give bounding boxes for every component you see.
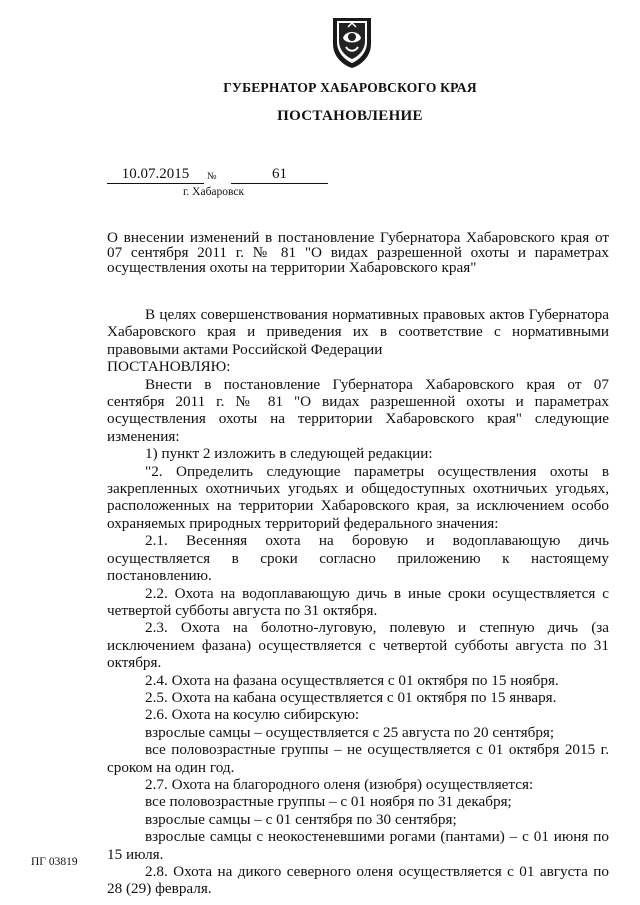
number-sign: № xyxy=(207,171,217,182)
coat-of-arms-icon xyxy=(329,14,375,70)
body-paragraph: взрослые самцы – с 01 сентября по 30 сентября; xyxy=(145,810,457,828)
document-subject: О внесении изменений в постановление Губернатора Хабаровского края от 07 сентября 2011 г. № 81 "О видах разрешенной охоты и параметрах осуществления охоты на территории Хабаровского края" xyxy=(107,229,609,276)
document-type: ПОСТАНОВЛЕНИЕ xyxy=(277,108,423,124)
body-paragraph: все половозрастные группы – с 01 ноября по 31 декабря; xyxy=(145,793,512,811)
document-city: г. Хабаровск xyxy=(183,186,245,198)
body-paragraph: Внести в постановление Губернатора Хабаровского края от 07 сентября 2011 г. № 81 "О видах разрешенной охоты и параметрах осуществления охоты на территории Хабаровского края" следующие изменения: xyxy=(107,375,609,445)
body-paragraph: 2.7. Охота на благородного оленя (изюбря) осуществляется: xyxy=(145,775,534,793)
body-paragraph: "2. Определить следующие параметры осуществления охоты в закрепленных охотничьих угодьях и общедоступных охотничьих угодьях, расположенных на территории Хабаровского края, за исключением особо охраняемых природных территорий федерального значения: xyxy=(107,462,609,532)
body-paragraph: взрослые самцы – осуществляется с 25 августа по 20 сентября; xyxy=(145,723,555,741)
body-paragraph: 2.5. Охота на кабана осуществляется с 01 октября по 15 января. xyxy=(145,688,557,706)
issuer-title: ГУБЕРНАТОР ХАБАРОВСКОГО КРАЯ xyxy=(223,80,477,95)
body-paragraph: 2.3. Охота на болотно-луговую, полевую и степную дичь (за исключением фазана) осуществляется с четвертой субботы августа по 31 октября. xyxy=(107,619,609,672)
body-paragraph: все половозрастные группы – не осуществляется с 01 октября 2015 г. сроком на один год. xyxy=(107,741,609,776)
preamble: В целях совершенствования нормативных правовых актов Губернатора Хабаровского края и приведения их в соответствие с нормативными правовыми актами Российской Федерации xyxy=(107,306,609,358)
footer-code: ПГ 03819 xyxy=(31,856,78,868)
body-paragraph: 2.1. Весенняя охота на боровую и водоплавающую дичь осуществляется в сроки согласно приложению к настоящему постановлению. xyxy=(107,532,609,585)
document-body xyxy=(107,306,609,898)
document-date: 10.07.2015 xyxy=(107,166,204,184)
body-paragraph: 1) пункт 2 изложить в следующей редакции: xyxy=(145,445,433,463)
resolve-word: ПОСТАНОВЛЯЮ: xyxy=(107,358,231,376)
document-number: 61 xyxy=(231,166,328,184)
body-paragraph: взрослые самцы с неокостеневшими рогами (пантами) – с 01 июня по 15 июля. xyxy=(107,828,609,863)
body-paragraph: 2.8. Охота на дикого северного оленя осуществляется с 01 августа по 28 (29) февраля. xyxy=(107,863,609,898)
body-paragraph: 2.6. Охота на косулю сибирскую: xyxy=(145,706,360,724)
body-paragraph: 2.4. Охота на фазана осуществляется с 01 октября по 15 ноября. xyxy=(145,671,559,689)
body-paragraph: 2.2. Охота на водоплавающую дичь в иные сроки осуществляется с четвертой субботы августа по 31 октября. xyxy=(107,584,609,619)
